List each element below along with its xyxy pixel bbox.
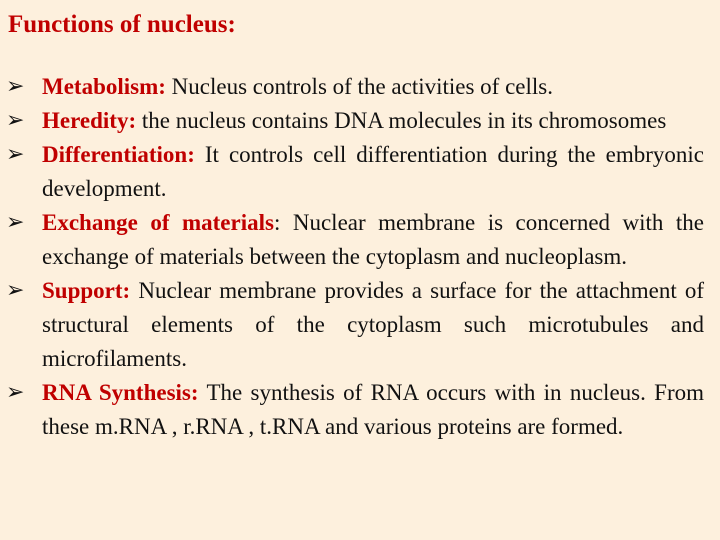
slide-title: Functions of nucleus: (8, 11, 236, 38)
list-item-rna-synthesis (0, 376, 720, 444)
item-term: Exchange of materials (42, 210, 274, 235)
list-item-heredity (0, 104, 720, 138)
list-item-metabolism (0, 70, 720, 104)
item-text: It controls cell differentiation during the embryonic development. (42, 142, 704, 201)
list-item-differentiation (0, 138, 720, 206)
arrowhead-bullet-icon: ➢ (6, 380, 25, 405)
arrowhead-bullet-icon: ➢ (6, 142, 25, 167)
item-term: RNA Synthesis: (42, 380, 199, 405)
arrowhead-bullet-icon: ➢ (6, 210, 25, 235)
item-term: Metabolism: (42, 74, 166, 99)
list-item-support (0, 274, 720, 376)
item-term: Differentiation: (42, 142, 195, 167)
item-term: Heredity: (42, 108, 137, 133)
item-text: Nuclear membrane provides a surface for the attachment of structural elements of the cytoplasm such microtubules and microfilaments. (42, 278, 704, 371)
item-text: : Nuclear membrane is concerned with the exchange of materials between the cytoplasm and nucleoplasm. (42, 210, 705, 269)
function-list (0, 70, 720, 444)
arrowhead-bullet-icon: ➢ (6, 108, 25, 133)
item-text: Nucleus controls of the activities of cells. (165, 74, 553, 99)
item-text: The synthesis of RNA occurs with in nucleus. From these m.RNA , r.RNA , t.RNA and various proteins are formed. (42, 380, 704, 439)
list-item-exchange-of-materials (0, 206, 720, 274)
arrowhead-bullet-icon: ➢ (6, 278, 25, 303)
item-term: Support: (42, 278, 131, 303)
arrowhead-bullet-icon: ➢ (6, 74, 25, 99)
item-text: the nucleus contains DNA molecules in its chromosomes (136, 108, 667, 133)
